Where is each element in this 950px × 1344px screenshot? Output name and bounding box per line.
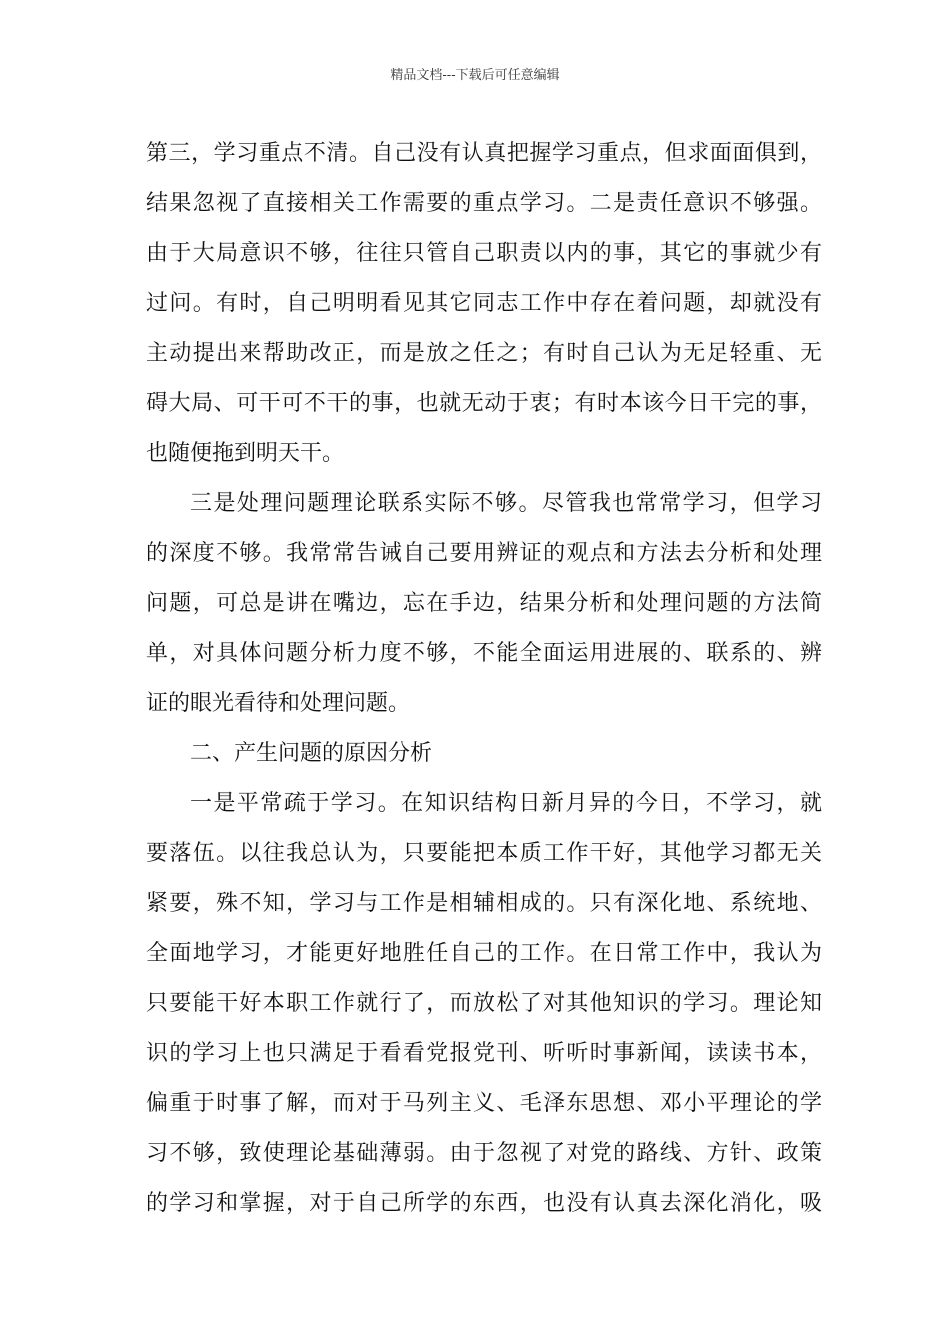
text-line: 单，对具体问题分析力度不够，不能全面运用进展的、联系的、辨	[146, 641, 822, 666]
text-line: 识的学习上也只满足于看看党报党刊、听听时事新闻，读读书本，	[146, 1041, 822, 1066]
text-line: 结果忽视了直接相关工作需要的重点学习。二是责任意识不够强。	[146, 191, 822, 216]
page-header: 精品文档---下载后可任意编辑	[390, 68, 560, 83]
text-line: 过问。有时，自己明明看见其它同志工作中存在着问题，却就没有	[146, 291, 822, 316]
text-line: 习不够，致使理论基础薄弱。由于忽视了对党的路线、方针、政策	[146, 1141, 822, 1166]
text-line: 紧要，殊不知，学习与工作是相辅相成的。只有深化地、系统地、	[146, 891, 822, 916]
text-line: 由于大局意识不够，往往只管自己职责以内的事，其它的事就少有	[146, 241, 822, 266]
paragraph-start-line: 三是处理问题理论联系实际不够。尽管我也常常学习，但学习	[190, 491, 822, 516]
text-line: 的学习和掌握，对于自己所学的东西，也没有认真去深化消化，吸	[146, 1191, 822, 1216]
text-line: 碍大局、可干可不干的事，也就无动于衷；有时本该今日干完的事，	[146, 391, 822, 416]
text-line: 的深度不够。我常常告诫自己要用辨证的观点和方法去分析和处理	[146, 541, 822, 566]
document-body	[146, 129, 822, 1229]
text-line: 只要能干好本职工作就行了，而放松了对其他知识的学习。理论知	[146, 991, 822, 1016]
text-line: 要落伍。以往我总认为，只要能把本质工作干好，其他学习都无关	[146, 841, 822, 866]
text-line: 主动提出来帮助改正，而是放之任之；有时自己认为无足轻重、无	[146, 341, 822, 366]
paragraph-start-line: 一是平常疏于学习。在知识结构日新月异的今日，不学习，就	[190, 791, 822, 816]
text-line: 全面地学习，才能更好地胜任自己的工作。在日常工作中，我认为	[146, 941, 822, 966]
text-line: 第三，学习重点不清。自己没有认真把握学习重点，但求面面俱到，	[146, 141, 822, 166]
text-line: 证的眼光看待和处理问题。	[146, 691, 411, 716]
text-line: 偏重于时事了解，而对于马列主义、毛泽东思想、邓小平理论的学	[146, 1091, 822, 1116]
section-heading: 二、产生问题的原因分析	[190, 741, 433, 766]
text-line: 问题，可总是讲在嘴边，忘在手边，结果分析和处理问题的方法简	[146, 591, 822, 616]
text-line: 也随便拖到明天干。	[146, 441, 345, 466]
